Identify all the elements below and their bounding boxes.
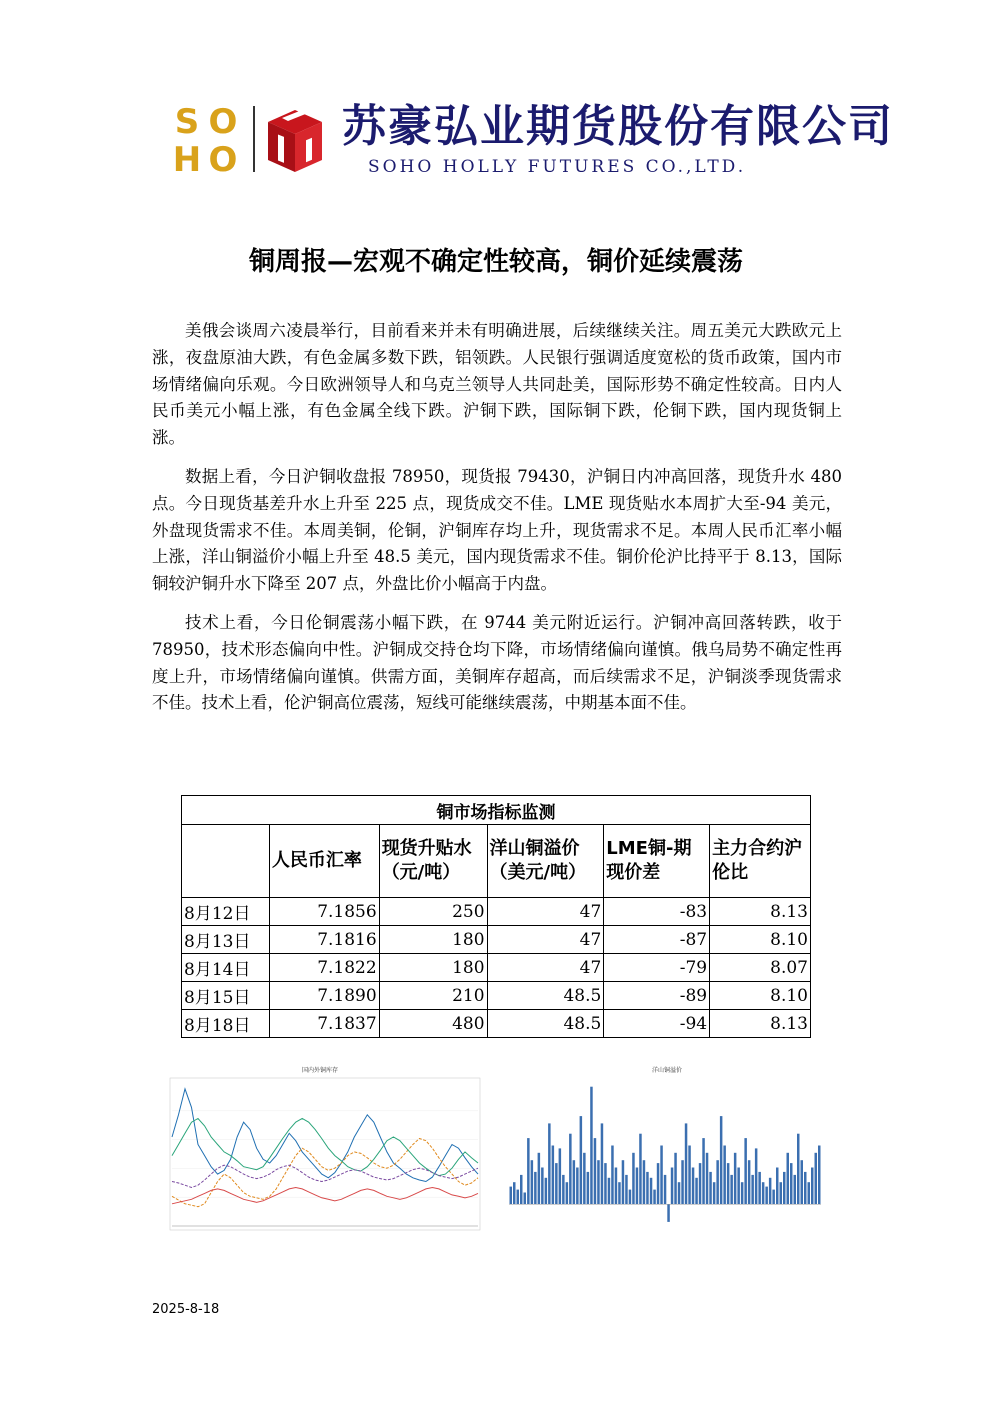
table-header: 人民币汇率 (269, 825, 379, 898)
premium-bar-chart-svg (495, 1060, 840, 1240)
premium-bar (562, 1175, 565, 1204)
table-cell: 48.5 (487, 1010, 604, 1038)
premium-bar (787, 1153, 790, 1204)
premium-bar (695, 1178, 698, 1204)
premium-bar (755, 1148, 758, 1204)
premium-bar (794, 1175, 797, 1204)
premium-bar (611, 1146, 614, 1205)
table-cell: 8.10 (710, 926, 811, 954)
table-cell: 480 (379, 1010, 487, 1038)
table-cell: 210 (379, 982, 487, 1010)
report-date: 2025-8-18 (152, 1302, 220, 1317)
table-row (182, 954, 811, 982)
table-row (182, 898, 811, 926)
premium-bar (510, 1187, 513, 1205)
premium-bar (797, 1134, 800, 1205)
table-header: 洋山铜溢价（美元/吨） (487, 825, 604, 898)
chart-title: 国内外铜库存 (301, 1067, 339, 1074)
premium-bar (646, 1172, 649, 1204)
premium-bar (527, 1138, 530, 1204)
table-header: LME铜-期现价差 (604, 825, 710, 898)
premium-bar (678, 1182, 681, 1204)
premium-bar (643, 1160, 646, 1204)
premium-bar (629, 1190, 632, 1205)
premium-bar (790, 1163, 793, 1204)
premium-bar (762, 1182, 765, 1204)
table-cell: 8.07 (710, 954, 811, 982)
premium-bar (650, 1178, 653, 1204)
premium-bar (639, 1134, 642, 1205)
premium-bar (534, 1172, 537, 1204)
table-cell: 8.10 (710, 982, 811, 1010)
premium-bar (657, 1163, 660, 1204)
premium-bar (667, 1204, 670, 1222)
premium-bar (604, 1163, 607, 1204)
table-cell: 8.13 (710, 898, 811, 926)
table-cell: 48.5 (487, 982, 604, 1010)
premium-bar (538, 1153, 541, 1204)
premium-bar (594, 1138, 597, 1204)
report-title: 铜周报—宏观不确定性较高，铜价延续震荡 (248, 247, 743, 277)
table-cell: 8.13 (710, 1010, 811, 1038)
paragraph-technical: 技术上看，今日伦铜震荡小幅下跌，在 9744 美元附近运行。沪铜冲高回落转跌，收于 78950，技术形态偏向中性。沪铜成交持仓均下降，市场情绪偏向谨慎。俄乌局势不确定性再度上升，市场情绪偏向谨慎。供需方面，美铜库存超高，而后续需求不足，沪铜淡季现货需求不佳。技术上看，伦沪铜高位震荡，短线可能继续震荡，中期基本面不佳。 (152, 612, 842, 713)
premium-bar (615, 1168, 618, 1205)
premium-bar (597, 1160, 600, 1204)
premium-bar (744, 1138, 747, 1204)
premium-bar (765, 1187, 768, 1205)
premium-bar (734, 1153, 737, 1204)
chart-title: 洋山铜溢价 (651, 1067, 683, 1074)
premium-bar (618, 1182, 621, 1204)
premium-bar (590, 1087, 593, 1205)
table-cell: -94 (604, 1010, 710, 1038)
premium-bar (622, 1160, 625, 1204)
premium-bar (541, 1168, 544, 1205)
premium-bar (555, 1163, 558, 1204)
table-cell: 7.1816 (269, 926, 379, 954)
premium-bar (674, 1153, 677, 1204)
premium-bar (801, 1160, 804, 1204)
report-body (152, 318, 842, 729)
premium-bar (517, 1190, 520, 1205)
premium-bar (709, 1172, 712, 1204)
premium-bar (636, 1168, 639, 1205)
premium-bar (520, 1175, 523, 1204)
soho-logo: S O H O (172, 102, 238, 180)
table-cell: 8月18日 (182, 1010, 270, 1038)
table-row (182, 982, 811, 1010)
table-cell: 180 (379, 926, 487, 954)
premium-bar (727, 1163, 730, 1204)
premium-bar (583, 1153, 586, 1204)
table-cell: 7.1822 (269, 954, 379, 982)
table-header (182, 825, 270, 898)
table-cell: 8月15日 (182, 982, 270, 1010)
premium-bar (720, 1116, 723, 1204)
premium-bar (716, 1160, 719, 1204)
copper-indicator-table (181, 795, 811, 1038)
premium-bar (664, 1175, 667, 1204)
table-cell: -83 (604, 898, 710, 926)
company-name-cn: 苏豪弘业期货股份有限公司 (342, 101, 894, 152)
premium-bar (685, 1123, 688, 1204)
company-name-en: SOHO HOLLY FUTURES CO.,LTD. (368, 157, 747, 177)
table-cell: 8月13日 (182, 926, 270, 954)
inventory-line-chart-svg (150, 1060, 490, 1240)
premium-bar (671, 1168, 674, 1205)
table-row (182, 1010, 811, 1038)
premium-bar (758, 1172, 761, 1204)
logo-divider (253, 106, 255, 172)
table-cell: 7.1837 (269, 1010, 379, 1038)
table-row (182, 926, 811, 954)
inventory-line-chart (150, 1060, 490, 1240)
premium-bar (587, 1172, 590, 1204)
table-header: 主力合约沪伦比 (710, 825, 811, 898)
premium-bar (818, 1146, 821, 1205)
premium-bar (688, 1146, 691, 1205)
table-cell: 47 (487, 926, 604, 954)
premium-bar (730, 1175, 733, 1204)
premium-bar (699, 1163, 702, 1204)
table-caption: 铜市场指标监测 (182, 796, 811, 825)
premium-bar (815, 1153, 818, 1204)
table-cell: 47 (487, 954, 604, 982)
table-cell: -87 (604, 926, 710, 954)
premium-bar (772, 1190, 775, 1205)
premium-bar (723, 1146, 726, 1205)
premium-bar (653, 1190, 656, 1205)
table-cell: 8月14日 (182, 954, 270, 982)
series-line-4 (172, 1188, 478, 1204)
premium-bar (608, 1178, 611, 1204)
table-cell: -89 (604, 982, 710, 1010)
premium-bar (531, 1160, 534, 1204)
table-cell: 47 (487, 898, 604, 926)
paragraph-data: 数据上看，今日沪铜收盘报 78950，现货报 79430，沪铜日内冲高回落，现货升水 480 点。今日现货基差升水上升至 225 点，现货成交不佳。LME 现货贴水本周扩大至-94 美元，外盘现货需求不佳。本周美铜，伦铜，沪铜库存均上升，现货需求不足。本周人民币汇率小幅上涨，洋山铜溢价小幅上升至 48.5 美元，国内现货需求不佳。铜价伦沪比持平于 8.13，国际铜较沪铜升水下降至 207 点，外盘比价小幅高于内盘。 (152, 466, 842, 594)
table-cell: 7.1856 (269, 898, 379, 926)
premium-bar (513, 1182, 516, 1204)
company-header (170, 100, 894, 180)
premium-bar (776, 1168, 779, 1205)
premium-bar (808, 1182, 811, 1204)
paragraph-macro: 美俄会谈周六凌晨举行，目前看来并未有明确进展，后续继续关注。周五美元大跌欧元上涨，夜盘原油大跌，有色金属多数下跌，铝领跌。人民银行强调适度宽松的货币政策，国内市场情绪偏向乐观。今日欧洲领导人和乌克兰领导人共同赴美，国际形势不确定性较高。日内人民币美元小幅上涨，有色金属全线下跌。沪铜下跌，国际铜下跌，伦铜下跌，国内现货铜上涨。 (152, 321, 842, 448)
premium-bar (573, 1160, 576, 1204)
premium-bar (751, 1175, 754, 1204)
premium-bar (569, 1134, 572, 1205)
premium-bar (548, 1123, 551, 1204)
premium-bar (545, 1178, 548, 1204)
premium-bar (632, 1153, 635, 1204)
table-cell: 8月12日 (182, 898, 270, 926)
table-header: 现货升贴水（元/吨） (379, 825, 487, 898)
premium-bar (524, 1193, 527, 1205)
premium-bar (780, 1182, 783, 1204)
premium-bar (580, 1116, 583, 1204)
premium-bar (681, 1160, 684, 1204)
premium-bar (804, 1172, 807, 1204)
premium-bar (713, 1182, 716, 1204)
premium-bar (692, 1168, 695, 1205)
premium-bar (783, 1172, 786, 1204)
table-header-row (182, 825, 811, 898)
premium-bar (660, 1146, 663, 1205)
premium-bar (741, 1182, 744, 1204)
premium-bar (576, 1168, 579, 1205)
premium-bar (769, 1178, 772, 1204)
premium-bar (601, 1123, 604, 1204)
company-box-icon (262, 104, 328, 174)
series-line-0 (172, 1089, 478, 1182)
table-cell: 250 (379, 898, 487, 926)
premium-bar (559, 1148, 562, 1204)
premium-bar (625, 1175, 628, 1204)
premium-bar (748, 1160, 751, 1204)
premium-bar (811, 1168, 814, 1205)
plot-frame (170, 1078, 480, 1230)
premium-bar-chart (495, 1060, 840, 1240)
table-cell: -79 (604, 954, 710, 982)
premium-bar (566, 1182, 569, 1204)
series-line-2 (172, 1119, 478, 1176)
premium-bar (706, 1153, 709, 1204)
premium-bar (552, 1146, 555, 1205)
premium-bar (702, 1138, 705, 1204)
premium-bar (737, 1168, 740, 1205)
table-cell: 7.1890 (269, 982, 379, 1010)
table-cell: 180 (379, 954, 487, 982)
